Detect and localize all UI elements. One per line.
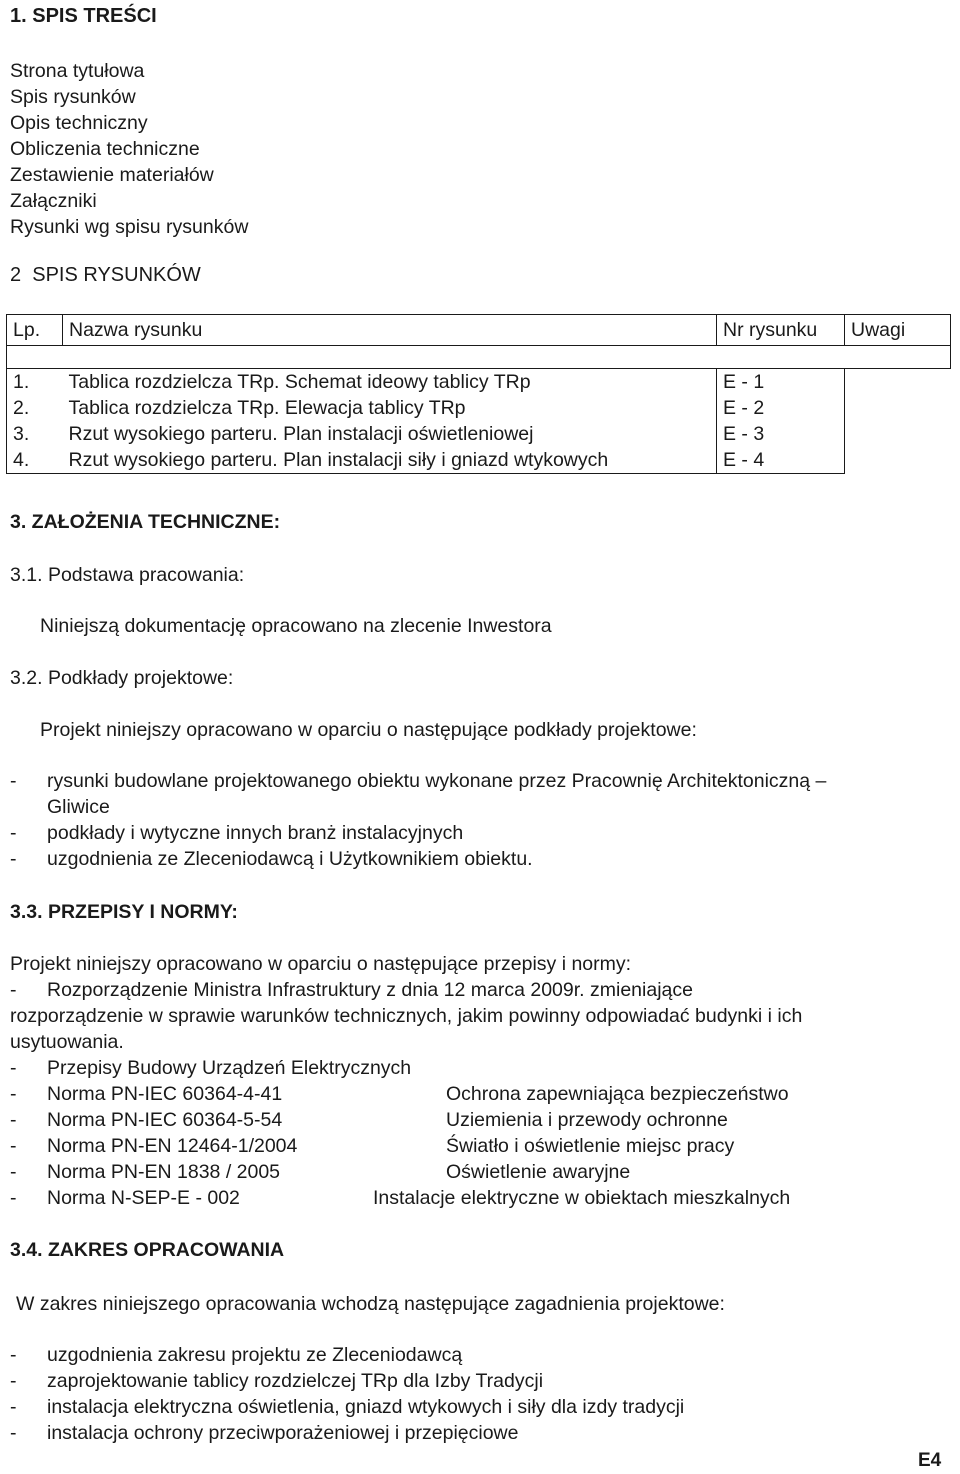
norm-desc: Instalacje elektryczne w obiektach mieszkalnych xyxy=(373,1187,791,1209)
toc-item: Załączniki xyxy=(10,190,97,212)
toc-item: Strona tytułowa xyxy=(10,60,145,82)
norm-desc: Światło i oświetlenie miejsc pracy xyxy=(446,1135,735,1157)
bullet-dash: - xyxy=(10,1161,17,1183)
row-nr: E - 4 xyxy=(717,447,845,474)
row-lp: 4. xyxy=(7,447,63,474)
norm-desc: Ochrona zapewniająca bezpieczeństwo xyxy=(446,1083,789,1105)
table-spacer-cell xyxy=(7,346,951,369)
bullet-dash: - xyxy=(10,1109,17,1131)
section-3-1-text: Niniejszą dokumentację opracowano na zlecenie Inwestora xyxy=(40,615,552,637)
bullet-dash: - xyxy=(10,1057,17,1079)
row-lp: 1. xyxy=(7,369,63,396)
table-spacer-row xyxy=(7,346,951,369)
bullet-dash: - xyxy=(10,1187,17,1209)
norm-desc: Oświetlenie awaryjne xyxy=(446,1161,631,1183)
pbue-item: Przepisy Budowy Urządzeń Elektrycznych xyxy=(47,1057,412,1079)
norm-code: Norma PN-EN 1838 / 2005 xyxy=(47,1161,281,1183)
list-item: podkłady i wytyczne innych branż instalacyjnych xyxy=(47,822,464,844)
bullet-dash: - xyxy=(10,770,17,792)
toc-list xyxy=(10,58,248,240)
list-item: rysunki budowlane projektowanego obiektu wykonane przez Pracownię Architektoniczną – xyxy=(47,770,827,792)
section-3-3-title: 3.3. PRZEPISY I NORMY: xyxy=(10,901,238,923)
row-name: Tablica rozdzielcza TRp. Schemat ideowy tablicy TRp xyxy=(63,369,717,396)
list-item: zaprojektowanie tablicy rozdzielczej TRp dla Izby Tradycji xyxy=(47,1370,544,1392)
bullet-dash: - xyxy=(10,1135,17,1157)
bullet-dash: - xyxy=(10,1370,17,1392)
table-row xyxy=(7,447,951,474)
table-row xyxy=(7,369,951,396)
section-3-4-title: 3.4. ZAKRES OPRACOWANIA xyxy=(10,1239,285,1261)
table-row xyxy=(7,395,951,421)
row-lp: 3. xyxy=(7,421,63,447)
list-item: instalacja elektryczna oświetlenia, gniazd wtykowych i siły dla izdy tradycji xyxy=(47,1396,685,1418)
row-name: Rzut wysokiego parteru. Plan instalacji oświetleniowej xyxy=(63,421,717,447)
regulation-line: rozporządzenie w sprawie warunków technicznych, jakim powinny odpowiadać budynki i ich xyxy=(10,1005,803,1027)
row-nr: E - 2 xyxy=(717,395,845,421)
norm-code: Norma PN-EN 12464-1/2004 xyxy=(47,1135,298,1157)
section-2-title: 2 SPIS RYSUNKÓW xyxy=(10,264,201,286)
list-item: uzgodnienia zakresu projektu ze Zleceniodawcą xyxy=(47,1344,463,1366)
row-name: Rzut wysokiego parteru. Plan instalacji siły i gniazd wtykowych xyxy=(63,447,717,474)
section-3-3-intro: Projekt niniejszy opracowano w oparciu o następujące przepisy i normy: xyxy=(10,953,632,975)
header-name: Nazwa rysunku xyxy=(63,315,717,346)
page-label: E4 xyxy=(918,1450,942,1471)
regulation-line: usytuowania. xyxy=(10,1031,124,1053)
header-nr: Nr rysunku xyxy=(717,315,845,346)
drawings-table xyxy=(6,314,951,474)
norm-desc: Uziemienia i przewody ochronne xyxy=(446,1109,728,1131)
header-lp: Lp. xyxy=(7,315,63,346)
list-item: uzgodnienia ze Zleceniodawcą i Użytkownikiem obiektu. xyxy=(47,848,533,870)
list-item: instalacja ochrony przeciwporażeniowej i przepięciowe xyxy=(47,1422,519,1444)
toc-item: Zestawienie materiałów xyxy=(10,164,214,186)
row-lp: 2. xyxy=(7,395,63,421)
section-3-title: 3. ZAŁOŻENIA TECHNICZNE: xyxy=(10,511,281,533)
bullet-dash: - xyxy=(10,1083,17,1105)
toc-item: Opis techniczny xyxy=(10,112,148,134)
section-3-2-intro: Projekt niniejszy opracowano w oparciu o następujące podkłady projektowe: xyxy=(40,719,697,741)
toc-item: Obliczenia techniczne xyxy=(10,138,200,160)
bullet-dash: - xyxy=(10,1422,17,1444)
row-uwagi xyxy=(845,395,951,421)
table-header-row xyxy=(7,315,951,346)
bullet-dash: - xyxy=(10,1396,17,1418)
bullet-dash: - xyxy=(10,1344,17,1366)
norm-code: Norma PN-IEC 60364-5-54 xyxy=(47,1109,283,1131)
bullet-dash: - xyxy=(10,979,17,1001)
row-nr: E - 1 xyxy=(717,369,845,396)
row-name: Tablica rozdzielcza TRp. Elewacja tablicy TRp xyxy=(63,395,717,421)
section-3-2-title: 3.2. Podkłady projektowe: xyxy=(10,667,234,689)
bullet-dash: - xyxy=(10,822,17,844)
row-uwagi xyxy=(845,447,951,474)
row-nr: E - 3 xyxy=(717,421,845,447)
section-1-title: 1. SPIS TREŚCI xyxy=(10,5,157,27)
row-uwagi xyxy=(845,421,951,447)
section-3-4-intro: W zakres niniejszego opracowania wchodzą następujące zagadnienia projektowe: xyxy=(16,1293,725,1315)
row-uwagi xyxy=(845,369,951,396)
section-3-1-title: 3.1. Podstawa pracowania: xyxy=(10,564,245,586)
table-row xyxy=(7,421,951,447)
bullet-dash: - xyxy=(10,848,17,870)
norm-code: Norma PN-IEC 60364-4-41 xyxy=(47,1083,283,1105)
norm-code: Norma N-SEP-E - 002 xyxy=(47,1187,240,1209)
regulation-line: Rozporządzenie Ministra Infrastruktury z dnia 12 marca 2009r. zmieniające xyxy=(47,979,693,1001)
list-item: Gliwice xyxy=(47,796,110,818)
toc-item: Rysunki wg spisu rysunków xyxy=(10,216,249,238)
header-uwagi: Uwagi xyxy=(845,315,951,346)
toc-item: Spis rysunków xyxy=(10,86,136,108)
